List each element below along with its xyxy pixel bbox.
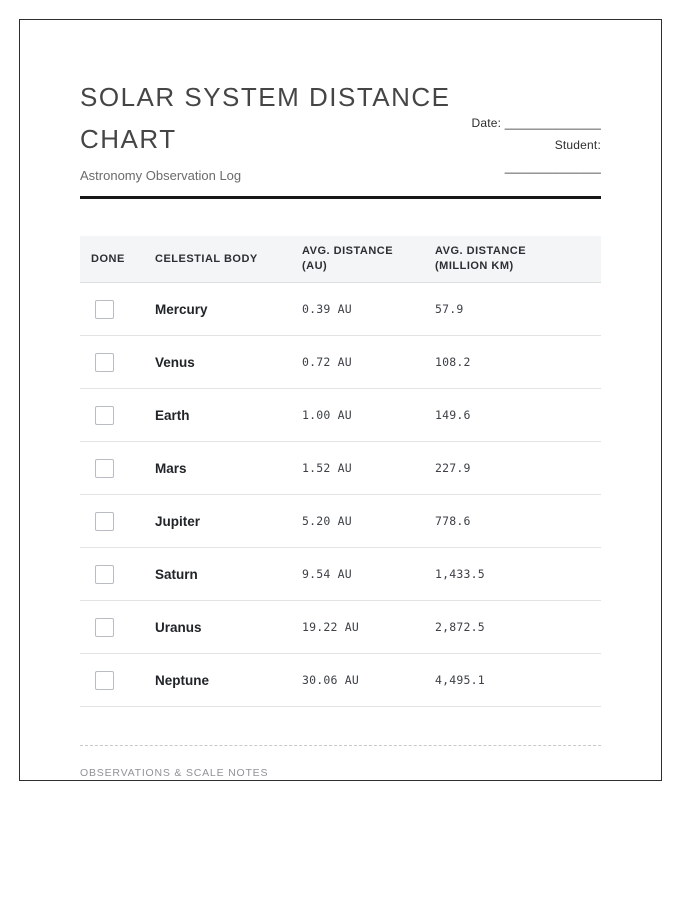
table-row	[80, 495, 601, 548]
page-title: SOLAR SYSTEM DISTANCE CHART	[80, 82, 451, 154]
divider-rule	[80, 196, 601, 199]
distance-km-value: 1,433.5	[435, 567, 485, 581]
distance-km-value: 4,495.1	[435, 673, 485, 687]
celestial-body-name: Earth	[155, 407, 190, 423]
distance-au-value: 30.06 AU	[302, 673, 359, 687]
distance-km-value: 778.6	[435, 514, 471, 528]
student-label: Student:	[554, 138, 601, 152]
celestial-body-name: Venus	[155, 354, 195, 370]
distance-au-value: 0.72 AU	[302, 355, 352, 369]
done-checkbox[interactable]	[95, 353, 114, 372]
table-row	[80, 601, 601, 654]
distance-au-value: 1.00 AU	[302, 408, 352, 422]
column-header-done: DONE	[91, 252, 125, 265]
distance-au-value: 1.52 AU	[302, 461, 352, 475]
distance-km-value: 108.2	[435, 355, 471, 369]
table-row	[80, 548, 601, 601]
distance-km-value: 149.6	[435, 408, 471, 422]
notes-section-label: OBSERVATIONS & SCALE NOTES	[80, 767, 269, 779]
celestial-body-name: Neptune	[155, 672, 209, 688]
table-row	[80, 654, 601, 707]
meta-block	[472, 112, 601, 178]
table-header-row	[80, 236, 601, 283]
dashed-separator	[80, 745, 601, 746]
distance-table	[80, 236, 601, 707]
distance-km-value: 2,872.5	[435, 620, 485, 634]
done-checkbox[interactable]	[95, 512, 114, 531]
student-blank-line: ______________	[504, 160, 601, 174]
celestial-body-name: Uranus	[155, 619, 202, 635]
done-checkbox[interactable]	[95, 406, 114, 425]
distance-au-value: 0.39 AU	[302, 302, 352, 316]
column-header-body: CELESTIAL BODY	[155, 252, 258, 265]
table-row	[80, 389, 601, 442]
table-row	[80, 442, 601, 495]
celestial-body-name: Jupiter	[155, 513, 201, 529]
done-checkbox[interactable]	[95, 300, 114, 319]
column-header-au: AVG. DISTANCE (AU)	[302, 245, 394, 272]
done-checkbox[interactable]	[95, 618, 114, 637]
distance-au-value: 5.20 AU	[302, 514, 352, 528]
column-header-km: AVG. DISTANCE (MILLION KM)	[435, 245, 527, 272]
date-label: Date:	[471, 116, 502, 130]
done-checkbox[interactable]	[95, 671, 114, 690]
celestial-body-name: Mars	[155, 460, 187, 476]
distance-au-value: 19.22 AU	[302, 620, 359, 634]
distance-km-value: 57.9	[435, 302, 464, 316]
date-blank-line: ______________	[504, 116, 601, 130]
celestial-body-name: Saturn	[155, 566, 198, 582]
done-checkbox[interactable]	[95, 459, 114, 478]
table-row	[80, 283, 601, 336]
worksheet-header	[80, 20, 601, 199]
page-frame	[19, 19, 662, 781]
done-checkbox[interactable]	[95, 565, 114, 584]
distance-km-value: 227.9	[435, 461, 471, 475]
subtitle: Astronomy Observation Log	[80, 168, 242, 183]
distance-au-value: 9.54 AU	[302, 567, 352, 581]
celestial-body-name: Mercury	[155, 301, 208, 317]
date-line	[472, 112, 601, 134]
worksheet-content	[20, 20, 661, 779]
table-row	[80, 336, 601, 389]
